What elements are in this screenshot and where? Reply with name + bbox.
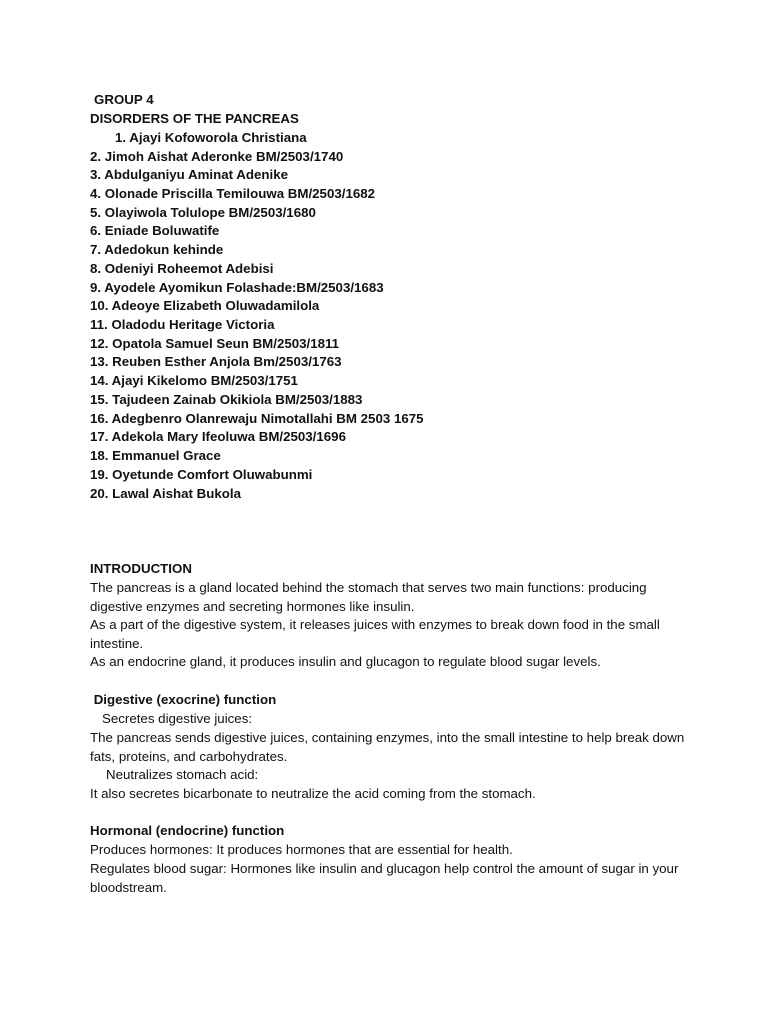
list-item: 10. Adeoye Elizabeth Oluwadamilola xyxy=(90,298,320,313)
introduction-paragraph-2: As a part of the digestive system, it releases juices with enzymes to break down food in the small intestine. xyxy=(90,617,660,651)
list-item: 5. Olayiwola Tolulope BM/2503/1680 xyxy=(90,205,316,220)
digestive-paragraph-2: It also secretes bicarbonate to neutralize the acid coming from the stomach. xyxy=(90,786,536,801)
digestive-paragraph-1: The pancreas sends digestive juices, containing enzymes, into the small intestine to help break down fats, proteins, and carbohydrates. xyxy=(90,730,685,764)
hormonal-paragraph-1: Produces hormones: It produces hormones that are essential for health. xyxy=(90,842,513,857)
list-item: 9. Ayodele Ayomikun Folashade:BM/2503/1683 xyxy=(90,280,384,295)
introduction-heading: INTRODUCTION xyxy=(90,561,192,576)
list-item: 6. Eniade Boluwatife xyxy=(90,223,220,238)
list-item: 16. Adegbenro Olanrewaju Nimotallahi BM 2503 1675 xyxy=(90,411,424,426)
list-item: 15. Tajudeen Zainab Okikiola BM/2503/1883 xyxy=(90,392,363,407)
list-item: 19. Oyetunde Comfort Oluwabunmi xyxy=(90,467,313,482)
list-item: 12. Opatola Samuel Seun BM/2503/1811 xyxy=(90,336,340,351)
list-item: 20. Lawal Aishat Bukola xyxy=(90,486,241,501)
hormonal-paragraph-2: Regulates blood sugar: Hormones like insulin and glucagon help control the amount of sugar in your bloodstream. xyxy=(90,861,679,895)
list-item: 11. Oladodu Heritage Victoria xyxy=(90,317,275,332)
hormonal-heading: Hormonal (endocrine) function xyxy=(90,823,285,838)
digestive-subheading-1: Secretes digestive juices: xyxy=(102,711,253,726)
list-item: 4. Olonade Priscilla Temilouwa BM/2503/1682 xyxy=(90,186,376,201)
list-item: 18. Emmanuel Grace xyxy=(90,448,221,463)
document-title: DISORDERS OF THE PANCREAS xyxy=(90,111,299,126)
list-item: 2. Jimoh Aishat Aderonke BM/2503/1740 xyxy=(90,149,344,164)
introduction-paragraph-1: The pancreas is a gland located behind the stomach that serves two main functions: producing digestive enzymes and secreting hormones like insulin. xyxy=(90,580,647,614)
list-item: 3. Abdulganiyu Aminat Adenike xyxy=(90,167,288,182)
digestive-heading: Digestive (exocrine) function xyxy=(90,692,277,707)
group-label: GROUP 4 xyxy=(94,92,154,107)
list-item: 7. Adedokun kehinde xyxy=(90,242,224,257)
list-item: 17. Adekola Mary Ifeoluwa BM/2503/1696 xyxy=(90,429,346,444)
list-item: 8. Odeniyi Roheemot Adebisi xyxy=(90,261,274,276)
list-item: 13. Reuben Esther Anjola Bm/2503/1763 xyxy=(90,354,342,369)
digestive-subheading-2: Neutralizes stomach acid: xyxy=(106,767,259,782)
list-item: 1. Ajayi Kofoworola Christiana xyxy=(115,130,307,145)
list-item: 14. Ajayi Kikelomo BM/2503/1751 xyxy=(90,373,298,388)
introduction-paragraph-3: As an endocrine gland, it produces insulin and glucagon to regulate blood sugar levels. xyxy=(90,654,601,669)
